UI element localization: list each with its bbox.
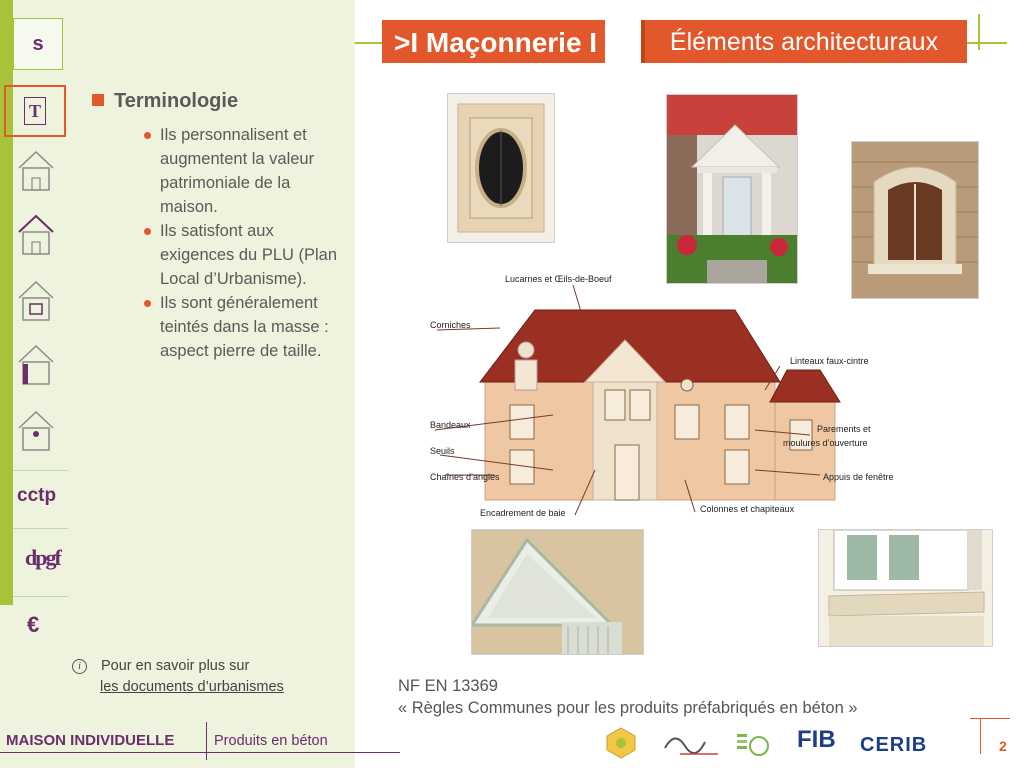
info-box xyxy=(72,656,284,698)
footer-divider xyxy=(206,722,207,760)
house-door-icon[interactable] xyxy=(16,408,56,452)
house-window-icon[interactable] xyxy=(16,278,56,322)
page-subtitle: Éléments architecturaux xyxy=(641,20,967,63)
eco-logo xyxy=(735,728,771,760)
section-heading xyxy=(92,90,238,113)
label-parements-1: Parements et xyxy=(817,424,871,434)
oculus-photo xyxy=(447,93,555,243)
label-appuis: Appuis de fenêtre xyxy=(823,472,894,482)
nav-separator xyxy=(13,470,68,471)
footer-subtitle: Produits en béton xyxy=(214,733,328,749)
bullet-list xyxy=(142,123,342,363)
house-wall-icon[interactable] xyxy=(16,342,56,386)
nav-item-terminologie[interactable] xyxy=(4,85,66,137)
windowsill-photo xyxy=(818,529,993,647)
title-deco-line xyxy=(355,42,385,44)
nav-item-dpgf[interactable]: dpgf xyxy=(25,545,60,570)
urbanisme-link[interactable]: les documents d’urbanismes xyxy=(100,679,284,695)
title-deco-line xyxy=(978,14,980,50)
bullet-item: Ils satisfont aux exigences du PLU (Plan Local d’Urbanisme). xyxy=(142,219,342,291)
footer-line xyxy=(0,752,400,753)
title-deco-line xyxy=(967,42,1007,44)
nav-item-euro[interactable]: € xyxy=(27,612,40,637)
label-parements-2: moulures d’ouverture xyxy=(783,438,868,448)
sidebar-nav xyxy=(13,0,70,768)
footer-title: MAISON INDIVIDUELLE xyxy=(6,732,175,749)
label-linteaux: Linteaux faux-cintre xyxy=(790,356,869,366)
label-lucarnes: Lucarnes et Œils-de-Boeuf xyxy=(505,274,612,284)
label-seuils: Seuils xyxy=(430,446,455,456)
bullet-item: Ils personnalisent et augmentent la valeur patrimoniale de la maison. xyxy=(142,123,342,219)
label-colonnes: Colonnes et chapiteaux xyxy=(700,504,795,514)
label-bandeaux: Bandeaux xyxy=(430,420,471,430)
entrance-porch-photo xyxy=(666,94,798,284)
page-deco-line xyxy=(970,718,1010,719)
standard-ref: NF EN 13369 xyxy=(398,677,498,695)
title-separator xyxy=(641,20,645,63)
nav-item-s[interactable]: s xyxy=(13,18,63,70)
info-text: Pour en savoir plus sur xyxy=(101,658,250,674)
page-title: >I Maçonnerie I xyxy=(382,20,605,63)
standard-title: « Règles Communes pour les produits préfabriqués en béton » xyxy=(398,699,858,717)
info-icon: i xyxy=(72,659,87,674)
nav-item-cctp[interactable]: cctp xyxy=(17,485,57,506)
bullet-square-icon xyxy=(92,94,104,106)
t-icon: T xyxy=(24,97,46,125)
standard-reference xyxy=(398,675,858,719)
label-chaines: Chaînes d’angles xyxy=(430,472,500,482)
page-number: 2 xyxy=(999,738,1007,754)
syndicat-logo xyxy=(660,728,720,760)
nav-separator xyxy=(13,528,68,529)
ecole-logo xyxy=(605,726,637,760)
nav-separator xyxy=(13,596,68,597)
heading-text: Terminologie xyxy=(114,90,239,112)
bullet-item: Ils sont généralement teintés dans la masse : aspect pierre de taille. xyxy=(142,291,342,363)
cerib-logo: CERIB xyxy=(860,734,928,756)
fib-logo: FIB xyxy=(797,726,836,753)
label-encadrement: Encadrement de baie xyxy=(480,508,566,518)
page-deco-line xyxy=(980,718,981,754)
house-diagram xyxy=(425,270,895,525)
house-outline-icon[interactable] xyxy=(16,148,56,192)
pediment-photo xyxy=(471,529,644,655)
label-corniches: Corniches xyxy=(430,320,471,330)
house-roof-icon[interactable] xyxy=(16,212,56,256)
